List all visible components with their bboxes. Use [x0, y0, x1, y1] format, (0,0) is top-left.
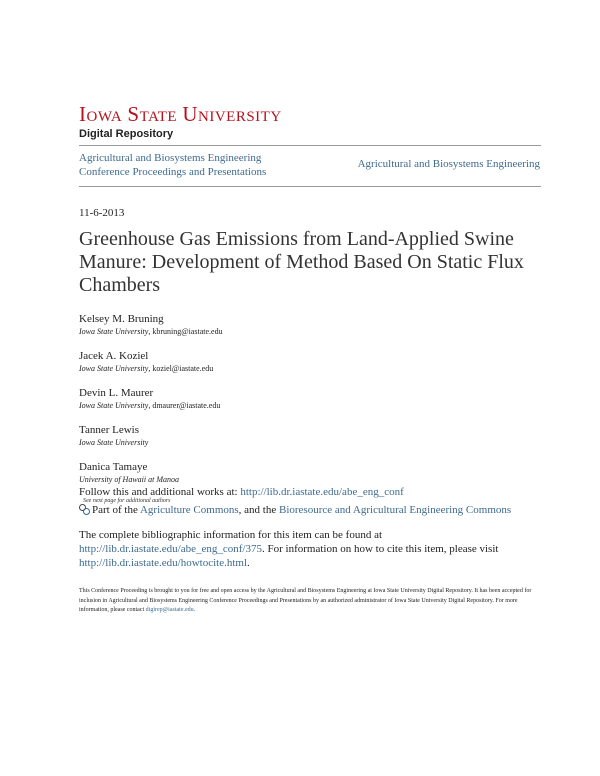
repository-name: Digital Repository [79, 128, 174, 140]
author-affiliation: Iowa State University, dmaurer@iastate.edu [79, 401, 221, 410]
author-email[interactable]: kbruning@iastate.edu [152, 327, 223, 336]
commons-network-icon [79, 504, 90, 515]
part-of-prefix: Part of the [92, 504, 140, 516]
part-of-joiner: , and the [238, 504, 279, 516]
citation-suffix: . [247, 557, 250, 569]
series-url-link[interactable]: http://lib.dr.iastate.edu/abe_eng_conf [240, 486, 404, 498]
author-name: Danica Tamaye [79, 461, 148, 473]
footer-text: This Conference Proceeding is brought to you for free and open access by the Agricultural and Biosystems Engineering at Iowa State University Digital Repository. It has been accepted for inclusion in Agricultural and Biosystems Engineering Conference Proceedings and Presentations by an authorized administrator of Iowa State University Digital Repository. For more information, please contact [79, 588, 532, 613]
follow-line [79, 485, 539, 499]
paper-title: Greenhouse Gas Emissions from Land-Applied Swine Manure: Development of Method Based On Static Flux Chambers [79, 228, 524, 296]
author-entry [79, 423, 539, 448]
author-affiliation: Iowa State University, koziel@iastate.edu [79, 364, 214, 373]
author-name: Tanner Lewis [79, 424, 140, 436]
iowa-state-logo[interactable] [79, 104, 282, 141]
part-of-line [79, 503, 549, 517]
author-affiliation: Iowa State University, kbruning@iastate.edu [79, 327, 223, 336]
author-name: Devin L. Maurer [79, 387, 154, 399]
author-entry [79, 460, 539, 485]
contact-email-link[interactable]: digirep@iastate.edu [145, 607, 194, 613]
publication-date: 11-6-2013 [79, 207, 125, 219]
follow-prefix: Follow this and additional works at: [79, 486, 241, 498]
author-email[interactable]: koziel@iastate.edu [152, 364, 214, 373]
author-name: Jacek A. Koziel [79, 350, 149, 362]
author-affiliation [79, 474, 539, 485]
citation-prefix: The complete bibliographic information for this item can be found at [79, 529, 383, 541]
author-entry [79, 312, 539, 337]
author-university: University of Hawaii at Manoa [79, 475, 179, 484]
author-entry [79, 386, 539, 411]
access-footer [79, 587, 539, 616]
bioresource-commons-link[interactable]: Bioresource and Agricultural Engineering Commons [278, 504, 512, 516]
author-university: Iowa State University [79, 364, 149, 373]
citation-info [79, 528, 519, 570]
author-university: Iowa State University [79, 438, 149, 447]
citation-middle: . For information on how to cite this item, please visit [261, 543, 499, 555]
divider-top [79, 145, 541, 146]
author-email[interactable]: dmaurer@iastate.edu [152, 401, 221, 410]
author-affiliation [79, 437, 539, 448]
agriculture-commons-link[interactable]: Agriculture Commons [139, 504, 239, 516]
author-list [79, 312, 539, 497]
university-name: IOWA STATE UNIVERSITY [79, 102, 282, 126]
author-name: Kelsey M. Bruning [79, 313, 164, 325]
footer-end: . [193, 607, 196, 613]
department-link[interactable]: Agricultural and Biosystems Engineering [357, 158, 540, 170]
author-university: Iowa State University [79, 401, 149, 410]
divider-bottom [79, 186, 541, 187]
howtocite-link[interactable]: http://lib.dr.iastate.edu/howtocite.html [79, 557, 248, 569]
item-url-link[interactable]: http://lib.dr.iastate.edu/abe_eng_conf/375 [79, 543, 262, 555]
additional-authors-note[interactable]: See next page for additional authors [83, 498, 171, 504]
author-university: Iowa State University [79, 327, 149, 336]
author-entry [79, 349, 539, 374]
series-link[interactable]: Agricultural and Biosystems Engineering Conference Proceedings and Presentations [79, 152, 267, 178]
